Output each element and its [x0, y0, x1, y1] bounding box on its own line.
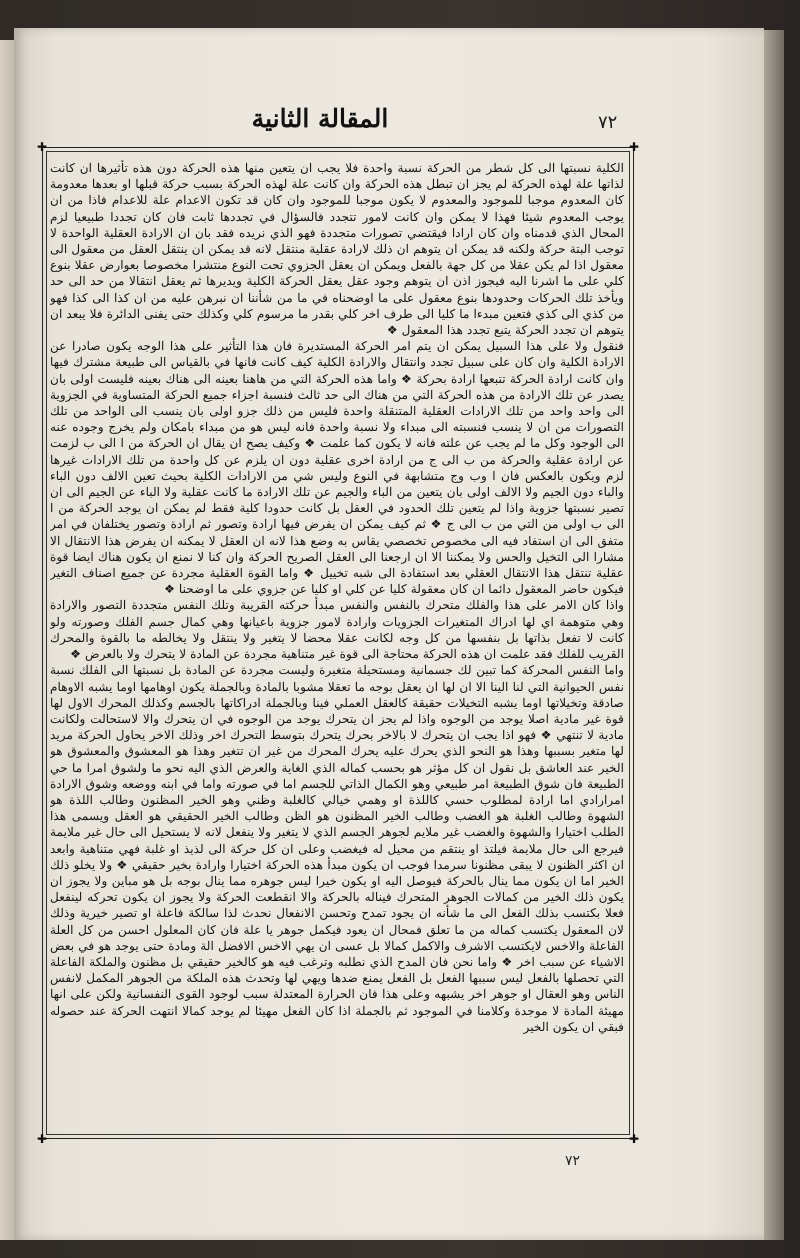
corner-ornament-icon: ✚	[629, 140, 640, 154]
signature-mark: ٧٢	[565, 1153, 581, 1169]
paragraph: فنقول ولا على هذا السبيل يمكن ان يتم امر الحركة المستديرة فان هذا التأثير على هذا الوجه يكون صادرا عن الارادة الكلية وان كان على سبيل تجدد وانتقال والارادة الكلية كيف كانت فانها في بالقياس الى طبيعة مشترك فيها وان كانت ارادة الحركة تتبعها ارادة بحركة ❖ واما هذه الحركة التي من هاهنا بعينه الى هناك بعينه فليست اولى بان يصدر عن تلك الارادة من هذه الحركة التي من هناك الى حد ثالث فنسبة اجزاء جميع الحركة المتساوية في الجزوية الى واحد واحد من تلك الارادات العقلية المتنقلة واحدة فليس من ذلك جزو اولى بان ينسب الى الواحد من تلك التصورات من ان لا ينسب فنسبته الى مبداء ولا نسبة واحدة فانه ليس هو من مبداء بامكان ولم يخرج وجوده عنه الى الوجود وكل ما لم يجب عن علته فانه لا يكون كما علمت ❖ وكيف يصح ان يقال ان الحركة من ا الى ب لزمت عن ارادة عقلية والحركة من ب الى ج من ارادة اخرى عقلية دون ان يلزم عن كل واحدة من تلك الارادات غيرها لزم ويكون بالعكس فان ا وب وج متشابهة في النوع وليس شي من الارادات الكلية بحيث تعين الالف دون الباء والباء دون الجيم ولا الالف اولى بان يتعين من الباء والجيم عن تلك الارادة ما كانت عقلية ولا الباء عن الجيم الى ان تصير نسبتها جزوية واذا لم يتعين تلك الحدود في العقل بل كانت حدودا كلية فقط لم يمكن ان يوجد الحركة من ا الى ب اولى من التي من ب الى ج ❖ ثم كيف يمكن ان يفرض فيها ارادة وتصور ثم ارادة وتصور يختلفان في امر متفق الى ان استفاد فيه الى مخصوص تخصصي يقاس به وضع هذا لانه ان العقل لا يمكنه ان يفرض هذا الانتقال الا مشارا الى التخيل والحس ولا يمكننا الا ان ارجعنا الى العقل الصريح الحركة وان كنا لا نمنع ان يكون هناك ايضا قوة عقلية تنتقل هذا الانتقال العقلي بعد استفادة الى شبه تخييل ❖ واما القوة العقلية مجردة عن جميع اصناف التغير فيكون حاضر المعقول دائما ان كان معقولة كليا عن كلي او كليا عن جزوي على ما اوضحنا ❖	[50, 339, 624, 597]
body-text	[50, 160, 624, 1130]
page-heading: المقالة الثانية	[251, 104, 389, 133]
paragraph: واذا كان الامر على هذا والفلك متحرك بالنفس والنفس مبدأ حركته القريبة وتلك النفس متجددة التصور والارادة وهي متوهمة اي لها ادراك المتغيرات الجزويات وارادة لامور جزوية باعيانها وهي كمال جسم الفلك وصورته ولو كانت لا تفعل بذاتها بل بنفسها من كل وجه لكانت عقلا محضا لا يتغير ولا ينتقل ولا يخالطه ما بالقوة والمحرك القريب للفلك فقد علمت ان هذه الحركة محتاجة الى قوة غير متناهية مجردة عن المادة لا يتحرك ولا بالعرض ❖	[50, 598, 624, 662]
corner-ornament-icon: ✚	[37, 1132, 48, 1146]
page-number: ٧٢	[598, 112, 618, 133]
paragraph: الكلية نسبتها الى كل شطر من الحركة نسبة واحدة فلا يجب ان يتعين منها هذه الحركة دون هذه تأثيرها ان كانت لذاتها علة لهذه الحركة لم يجز ان تبطل هذه الحركة وان كانت علة لهذه الحركة بسبب حركة قبلها او بعدها معدومة كان المعدوم موجبا للموجود والمعدوم لا يكون موجبا للموجود وان كان قد تكون الاعدام علة للاعدام فاذا من ان يوجب المعدوم شيئا فهذا لا يمكن وان كانت لامور تتجدد فالسؤال في تجددها ثابت فان كان تجددا طبيعيا لزم المحال الذي قدمناه وان كان ارادا فيقتضي تصورات متجددة فهو الذي نريده فقد بان ان الارادة العقلية الواحدة لا توجب البتة حركة ولكنه قد يمكن ان يتوهم ان ذلك لارادة عقلية منتقل لانه قد يمكن ان ينتقل العقل من معقول الى معقول اذا لم يكن عقلا من كل جهة بالفعل ويمكن ان يعقل الجزوي تحت النوع منتشرا مخصوصا بعوارض عقلا بنوع كلي على ما اشرنا اليه فيجوز اذن ان يتوهم وجود عقل يعقل الحركة الكلية ويديرها ثم يعقل انتقالا من حد الى حد ويأخذ تلك الحركات وحدودها بنوع معقول على ما اوضحناه في ما من شأننا ان نبرهن عليه من ان كذا الى كذا فهو من كذي الى كذي فتعين مبدءا ما كليا الى طرف اخر كلي بقدر ما مرسوم كلي وكذلك حتى يفنى الدائرة فلا يبعد ان يتوهم ان تجدد الحركة يتبع تجدد هذا المعقول ❖	[50, 161, 624, 338]
corner-ornament-icon: ✚	[629, 1132, 640, 1146]
paragraph: واما النفس المحركة كما تبين لك جسمانية ومستحيلة متغيرة وليست مجردة عن المادة بل نسبتها الى الفلك نسبة نفس الحيوانية التي لنا الينا الا ان لها ان يعقل بوجه ما تعقلا مشوبا بالمادة وبالجملة يكون اوهامها اوما يشبه الاوهام صادقة وتخيلاتها اوما يشبه التخيلات حقيقة كالعقل العملي فينا وبالجملة ادراكاتها بالجسم وكذلك المحرك الاول لها قوة غير مادية اصلا يوجد من الوجوه واذا لم يجز ان يتحرك يوجد من الوجوه في ان يتحرك والا لاستحالت ولكانت مادية لا تنتهي ❖ فهو اذا يجب ان يتحرك لا بالاخر بحرك يتحرك بتوسط التحرك اخر وذلك الاخر يحاول الحركة مريد لها متغير بسببها وهذا هو النحو الذي يحرك عليه يحرك المحرك من غير ان تتغير وهذا هو المعشوق والمعشوق هو الخير عند العاشق بل نقول ان كل مؤثر هو بحسب كماله الذي الغاية والعرض الذي اليه نحو ما ولشوق امرا ما حي الطبيعة فان شوق الطبيعة امر طبيعي وهو الكمال الذاتي للجسم اما في صورته واما في ابنه ووضعه وشوق الارادة امرارادي اما ارادة لمطلوب حسي كاللذة او وهمي خيالي كالغلبة وظني وهو الخير المظنون وطالب اللذة هو الشهوة وطالب الغلبة هو الغضب وطالب الخير المظنون هو الظن وطالب الخير الحقيقي هو العقل ويسمى هذا الطلب اختيارا والشهوة والغضب غير ملايم لجوهر الجسم الذي لا يتغير ولا ينفعل لانه لا يستحيل الى حال غير ملايمة فيرجع الى حال ملايمة فيلتذ او ينتقم من محيل له فيغضب وعلى ان كل حركة الى لذيذ او غلبة فهي متناهية وابعد ان اكثر الظنون لا يبقى مظنونا سرمدا فوجب ان يكون مبدأ هذه الحركة اختيارا وارادة بخير حقيقي ❖ ولا يخلو ذلك الخير اما ان يكون مما ينال بالحركة فيوصل اليه او يكون خيرا ليس جوهره مما ينال بوجه بل هو مباين ولا يجوز ان يكون ذلك الخير من كمالات الجوهر المتحرك فيناله بالحركة والا انقطعت الحركة ولا يجوز ان يكون تحركه لينفعل فعلا بكتسب بذلك الفعل الى ما شأنه ان يجود تمدح وتحسن الانفعال نحدث لذا سالكة فاعلة او تصير خيرية وذلك لان المعقول يكتسب كماله من ما تعلق فمحال ان يعود فيكمل جوهر يا علة فان كان المعلول احسن من كل العلة الفاعلة والاخس لايكتسب الاشرف والاكمل كمالا بل عسى ان يهي الاخس الافضل الة ومادة حتى يوجد هو في بعض الاشياء عن سبب اخر ❖ واما نحن فان المدح الذي نطلبه وترغب فيه هو كالخير حقيقي بل مظنون والملكة الفاعلة التي تحصلها بالفعل ليس سببها الفعل بل الفعل يمنع ضدها ويهي لها وتحدث هذه الملكة من الجوهر المكمل لانفس الناس وهو العقال او جوهر اخر يشبهه وعلى هذا فان الحرارة المعتدلة سبب لوجود القوى النفسانية ولكن على انها مهيئة المادة لا موجدة وكلامنا في الموجود ثم بالجملة اذا كان الفعل مهيئا لم يوجد كمالا انتهت الحركة عند حصوله فبقي ان يكون الخير	[50, 663, 624, 1034]
corner-ornament-icon: ✚	[37, 140, 48, 154]
